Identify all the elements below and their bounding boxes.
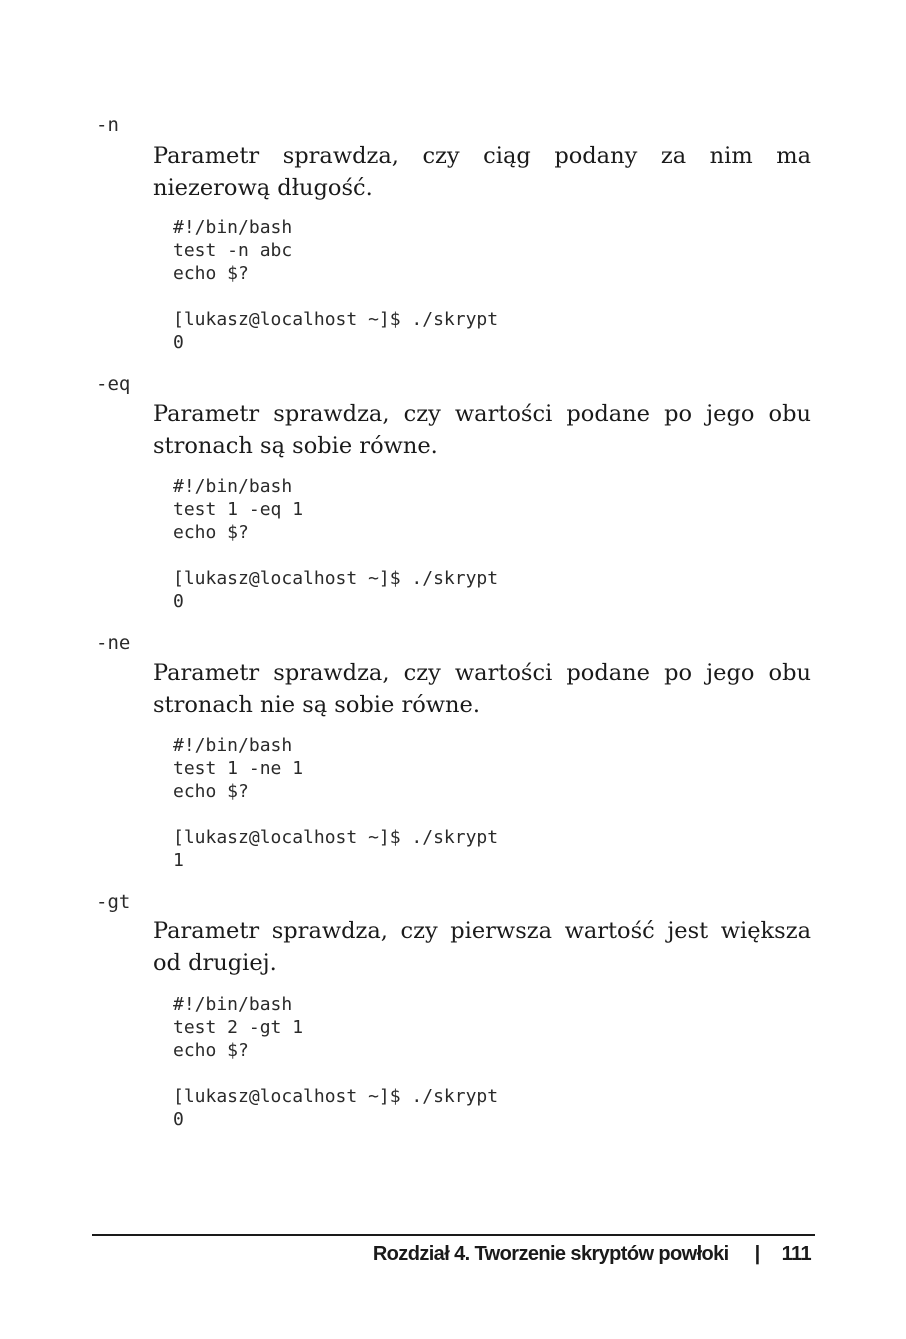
code-block-eq [173, 475, 498, 613]
code-line: #!/bin/bash [173, 217, 293, 238]
code-block-ne [173, 734, 498, 872]
description-n: Parametr sprawdza, czy ciąg podany za nim ma niezerową długość. [153, 143, 811, 201]
term-n: -n [96, 114, 119, 136]
code-line: echo $? [173, 1040, 249, 1061]
code-block-gt [173, 993, 498, 1131]
code-line: echo $? [173, 781, 249, 802]
output-line: 0 [173, 332, 184, 353]
code-line: test 1 -ne 1 [173, 758, 304, 779]
description-ne: Parametr sprawdza, czy wartości podane po jego obu stronach nie są sobie równe. [153, 660, 811, 718]
footer-separator: | [754, 1243, 760, 1265]
output-line: [lukasz@localhost ~]$ ./skrypt [173, 1086, 499, 1107]
code-line: #!/bin/bash [173, 476, 293, 497]
term-gt: -gt [96, 891, 131, 913]
code-line: #!/bin/bash [173, 735, 293, 756]
code-line: echo $? [173, 522, 249, 543]
description-eq: Parametr sprawdza, czy wartości podane po jego obu stronach są sobie równe. [153, 401, 811, 459]
output-line: [lukasz@localhost ~]$ ./skrypt [173, 568, 499, 589]
output-line: [lukasz@localhost ~]$ ./skrypt [173, 827, 499, 848]
code-line: #!/bin/bash [173, 994, 293, 1015]
page-footer [373, 1240, 811, 1268]
code-line: test 1 -eq 1 [173, 499, 304, 520]
output-line: 0 [173, 591, 184, 612]
output-line: [lukasz@localhost ~]$ ./skrypt [173, 309, 499, 330]
code-line: test 2 -gt 1 [173, 1017, 304, 1038]
output-line: 1 [173, 850, 184, 871]
term-ne: -ne [96, 632, 131, 654]
output-line: 0 [173, 1109, 184, 1130]
code-line: test -n abc [173, 240, 293, 261]
description-gt: Parametr sprawdza, czy pierwsza wartość jest większa od drugiej. [153, 918, 811, 976]
code-block-n [173, 216, 498, 354]
term-eq: -eq [96, 373, 131, 395]
footer-rule [92, 1234, 815, 1236]
code-line: echo $? [173, 263, 249, 284]
chapter-title: Rozdział 4. Tworzenie skryptów powłoki [372, 1243, 729, 1265]
page-number: 111 [781, 1243, 811, 1265]
